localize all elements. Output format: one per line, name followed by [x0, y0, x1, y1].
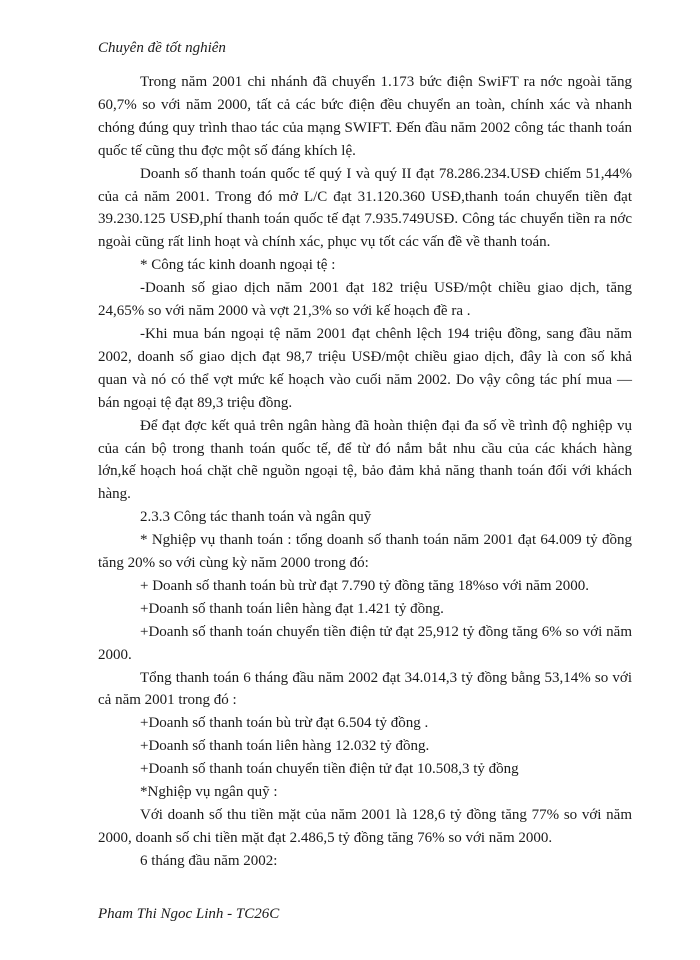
paragraph-results: Để đạt đợc kết quả trên ngân hàng đã hoàn thiện đại đa số về trình độ nghiệp vụ của cán bộ trong thanh toán quốc tế, để từ đó nắm bắt nhu cầu của các khách hàng lớn,kế hoạch hoá chặt chẽ nguồn ngoại tệ, bảo đảm khả năng thanh toán đối với khách hàng.	[98, 417, 632, 503]
paragraph-trading-volume-2001: -Doanh số giao dịch năm 2001 đạt 182 triệu USĐ/một chiều giao dịch, tăng 24,65% so với năm 2000 và vợt 21,3% so với kế hoạch đề ra .	[98, 280, 632, 320]
list-item-clearing-2002: +Doanh số thanh toán bù trừ đạt 6.504 tỷ đồng .	[140, 715, 429, 732]
paragraph-first-half-2002: Tổng thanh toán 6 tháng đầu năm 2002 đạt 34.014,3 tỷ đồng bằng 53,14% so với cả năm 2001 trong đó :	[98, 669, 632, 709]
page-header: Chuyên đề tốt nghiên	[98, 40, 226, 56]
list-item-electronic-transfer: +Doanh số thanh toán chuyển tiền điện tử đạt 25,912 tỷ đồng tăng 6% so với năm 2000.	[98, 623, 632, 663]
paragraph-international-payments: Doanh số thanh toán quốc tế quý I và quý II đạt 78.286.234.USĐ chiếm 51,44% của cả năm 2001. Trong đó mở L/C đạt 31.120.360 USĐ,thanh toán chuyển tiền đạt 39.230.125 USĐ,phí thanh toán quốc tế đạt 7.935.749USĐ. Công tác chuyển tiền ra nớc ngoài cũng rất linh hoạt và chính xác, phục vụ tốt các vấn đề về thanh toán.	[98, 165, 632, 251]
paragraph-payment-operations: * Nghiệp vụ thanh toán : tổng doanh số thanh toán năm 2001 đạt 64.009 tỷ đồng tăng 20% so với cùng kỳ năm 2000 trong đó:	[98, 532, 632, 572]
paragraph-six-months-2002: 6 tháng đầu năm 2002:	[140, 852, 278, 869]
paragraph-cash-volume: Với doanh số thu tiền mặt của năm 2001 là 128,6 tỷ đồng tăng 77% so với năm 2000, doanh số chi tiền mặt đạt 2.486,5 tỷ đồng tăng 76% so với năm 2000.	[98, 807, 632, 846]
section-heading-2-3-3: 2.3.3 Công tác thanh toán và ngân quỹ	[140, 509, 372, 526]
body-text	[98, 71, 632, 873]
heading-treasury: *Nghiệp vụ ngân quỹ :	[140, 784, 278, 801]
page-footer: Pham Thi Ngoc Linh - TC26C	[98, 906, 280, 922]
heading-foreign-currency-trading: * Công tác kinh doanh ngoại tệ :	[140, 257, 336, 274]
list-item-clearing: + Doanh số thanh toán bù trừ đạt 7.790 tỷ đồng tăng 18%so với năm 2000.	[140, 577, 590, 594]
list-item-interbank-2002: +Doanh số thanh toán liên hàng 12.032 tỷ đồng.	[140, 738, 430, 755]
list-item-electronic-transfer-2002: +Doanh số thanh toán chuyển tiền điện tử đạt 10.508,3 tỷ đồng	[140, 761, 519, 778]
paragraph-currency-spread: -Khi mua bán ngoại tệ năm 2001 đạt chênh lệch 194 triệu đồng, sang đầu năm 2002, doanh số giao dịch đạt 98,7 triệu USĐ/một chiều giao dịch, đây là con số khả quan và nó có thể vợt mức kế hoạch vào cuối năm 2002. Do vậy công tác phí mua — bán ngoại tệ đạt 89,3 triệu đồng.	[98, 325, 632, 411]
list-item-interbank: +Doanh số thanh toán liên hàng đạt 1.421 tỷ đồng.	[140, 600, 444, 617]
paragraph-swift-transfers: Trong năm 2001 chi nhánh đã chuyển 1.173 bức điện SwiFT ra nớc ngoài tăng 60,7% so với năm 2000, tất cả các bức điện đều chuyển an toàn, chính xác và nhanh chóng đúng quy trình thao tác của mạng SWIFT. Đến đầu năm 2002 công tác thanh toán quốc tế cũng thu đợc một số đáng khích lệ.	[98, 74, 632, 159]
